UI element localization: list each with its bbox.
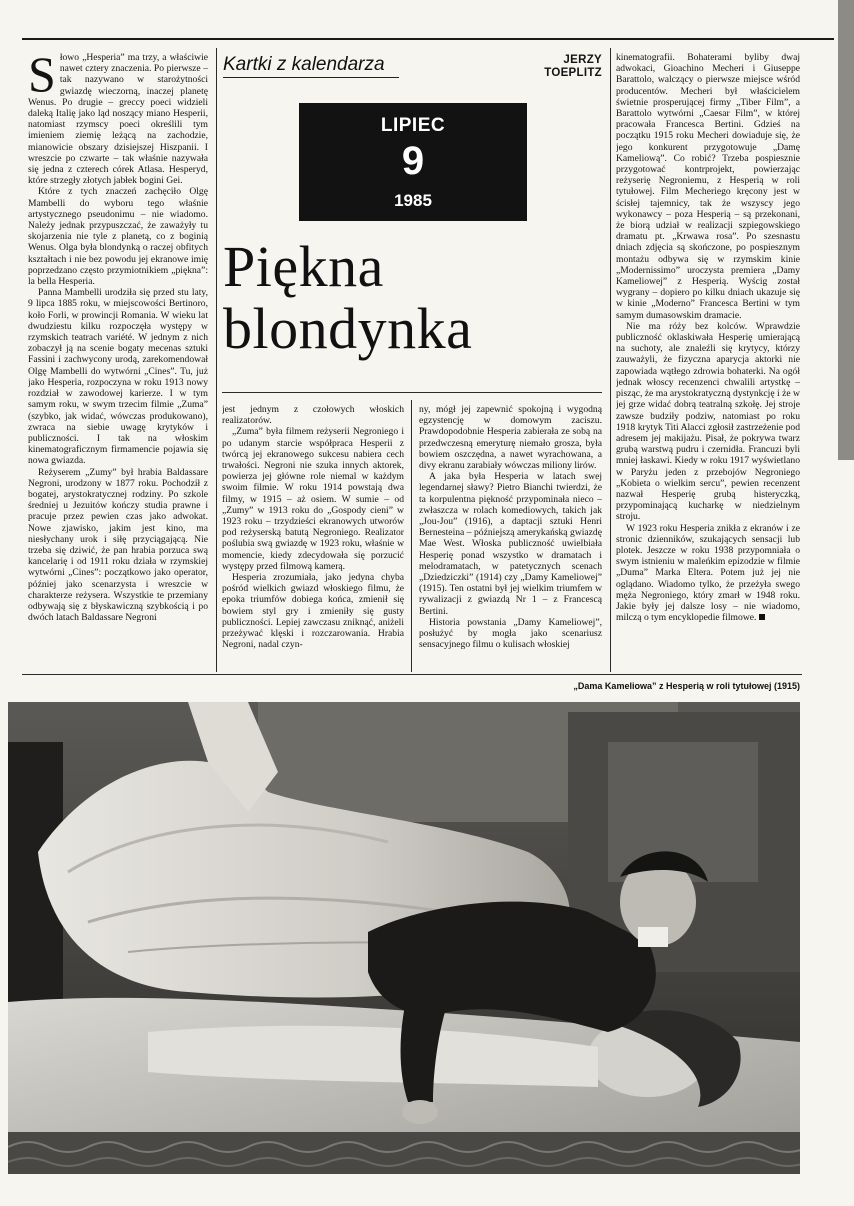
col1-para-4: Reżyserem „Zumy” był hrabia Baldassare Negroni, urodzony w 1877 roku. Pochodził z bogatej, arystokratycznej rodziny. Po szkole średniej u Jezuitów kończy studia prawne i pracuje przez pewien czas jako adwokat. Nowe zjawisko, jakim jest kino, ma niesłychany urok i siłę przyciągającą. Nie trzeba się dziwić, że pan hrabia porzuca swą kancelarię i od 1911 roku działa w rzymskiej wytwórni „Cines”: początkowo jako operator, później jako scenarzysta i wreszcie w charakterze reżysera. Wszystkie te przemiany odbywają się z błyskawiczną szybkością i po dwóch latach Baldassare Negroni [28, 466, 208, 624]
headline-line-2: blondynka [223, 296, 473, 361]
col1-para-3: Panna Mambelli urodziła się przed stu laty, 9 lipca 1885 roku, w miejscowości Bertinoro, koło Forli, w prowincji Romania. W wieku lat dwudziestu kilku rozpoczęła występy w rzymskich teatrach variété. W jednym z nich zobaczył ją na scenie bogaty mecenas sztuki Fassini i zachwycony urodą, zarekomendował Olgę Mambelli do wytwórni „Cines”. Tu, już jako Hesperia, rozpoczyna w roku 1913 nowy rozdział w zawodowej karierze. I w tym samym roku, w swym trzecim filmie „Zuma” (szybko, jak widać, wówczas produkowano), zwraca na siebie uwagę krytyków i publiczności. I tak na włoskim kinematograficznym firmamencie pojawia się nowa gwiazda. [28, 287, 208, 467]
date-day: 9 [401, 139, 425, 183]
headline-line-1: Piękna [223, 234, 384, 299]
top-rule [22, 38, 834, 40]
photo-caption: „Dama Kameliowa” z Hesperią w roli tytułowej (1915) [573, 681, 800, 691]
author-last-name: TOEPLITZ [544, 67, 602, 79]
col-divider-2 [411, 400, 412, 672]
col2-para-1: jest jednym z czołowych włoskich realizatorów. [222, 404, 404, 427]
column-1 [28, 52, 208, 672]
col4-para-1: kinematografii. Bohaterami byliby dwaj adwokaci, Gioachino Mecheri i Giuseppe Barattolo, walczący o pierwsze miejsce wśród producentów. Mecheri był właścicielem świetnie prosperującej firmy „Tiber Film”, a Barattolo wytwórni „Caesar Film”, w której pracowała Francesca Bertini. Gdzieś na początku 1915 roku Mecheri dowiaduje się, że jego konkurent przygotowuje „Damę Kameliową”. Co robić? Trzeba pospiesznie przygotować kontrprojekt, powierzając reżyserię Negroniemu, z Hesperią w roli tytułowej. Film Mecheriego kręcony jest w ścisłej tajemnicy, tak że wszyscy jego wykonawcy – poza Hesperią – są przekonani, że biorą udział w realizacji szpiegowskiego dramatu pt. „Krwawa rosa”. Po szesnastu dniach zdjęcia są skończone, po pospiesznym montażu odbywa się w rzymskim kinie „Modernissimo” uroczysta premiera „Damy Kameliowej” z Hesperią. Wyścig został wygrany – dopiero po kilku dniach ukazuje się w kinie „Moderno” Francesca Bertini w tym samym dumasowskim dramacie. [616, 52, 800, 321]
col2-para-3: Hesperia zrozumiała, jako jedyna chyba pośród wielkich gwiazd włoskiego filmu, że epoka triumfów dobiega końca, zmienił się bowiem styl gry i zmieniły się gusty publiczności. Lepiej zawczasu zniknąć, aniżeli przeżywać klęski i rozczarowania. Hrabia Negroni, nadal czyn- [222, 572, 404, 651]
col1-para-1: Słowo „Hesperia” ma trzy, a właściwie nawet cztery znaczenia. Po pierwsze – tak nazywano w starożytności gwiazdę wieczorną, inaczej planetę Wenus. Po drugie – greccy poeci widzieli daleką Italię jako ląd noszący miano Hesperii, natomiast rzymscy poeci określili tym imieniem ziemię leżącą na zachodzie, mianowicie obszary dzisiejszej Hiszpanii. I wreszcie po czwarte – tak właśnie nazywała się jedna z czterech córek Atlasa. Hesperyd, które strzegły złotych jabłek bogini Gei. [28, 52, 208, 187]
column-2 [222, 404, 404, 672]
col4-para-3: W 1923 roku Hesperia znikła z ekranów i ze stronic dzienników, szukających sensacji lub plotek. Jeszcze w roku 1938 przypomniała o swym istnieniu w maleńkim epizodzie w filmie „Duma” Marka Eltera. Potem już jej nie oglądano. Wiadomo tylko, że przeżyła swego męża Negroniego, który zmarł w 1948 roku. Jakie były jej dalsze losy – nie wiadomo, milczą o tym encyklopedie filmowe. [616, 522, 800, 624]
col1-para-2: Które z tych znaczeń zachęciło Olgę Mambelli do wyboru tego właśnie artystycznego pseudonimu – nie wiadomo. Należy jednak przypuszczać, że zaważyły tu skojarzenia nie tyle z planetą, co z boginią Wenus. Olga była blondynką o raczej obfitych kształtach i nie bez powodu jej ekranowe imię poprzedzano często przymiotnikiem „piękna”: la bella Hesperia. [28, 186, 208, 288]
column-3 [419, 404, 602, 672]
col3-para-3: Historia powstania „Damy Kameliowej”, posłużyć by mogła jako scenariusz sensacyjnego filmu o kulisach włoskiej [419, 616, 602, 651]
col-divider-3 [610, 48, 611, 672]
film-still-photo [8, 702, 800, 1174]
col2-para-2: „Zuma” była filmem reżyserii Negroniego i po udanym starcie współpraca Hesperii z twórcą jej ekranowego sukcesu nabiera cech trwałości. Negroni nie szuka innych aktorek, powierza jej główne role niemal w każdym swoim filmie. W roku 1914 powstają dwa filmy, w 1915 – aż osiem. W sumie – od „Zumy” w 1913 roku do „Gospody cieni” w 1923 roku – trzydzieści ekranowych utworów pod reżyserską batutą Negroniego. Realizator poślubia swą gwiazdę w 1923 roku, właśnie w momencie, kiedy zdecydowała się porzucić występy przed filmową kamerą. [222, 426, 404, 572]
date-month: LIPIEC [380, 115, 446, 136]
column-4 [616, 52, 800, 672]
headline-rule [222, 392, 602, 393]
col-divider-1 [216, 48, 217, 672]
section-title: Kartki z kalendarza [223, 54, 385, 75]
col3-para-2: A jaka była Hesperia w latach swej legendarnej sławy? Pietro Bianchi twierdzi, że ta korpulentna piękność przypominała nieco – zwłaszcza w rolach komediowych, takich jak „Jou-Jou” (1916), a daptacji sztuki Henri Bernesteina – późniejszą amerykańską gwiazdę Mae West. Włoska publiczność uwielbiała Hesperię ponad wszystko w dramatach i melodramatach, w patetycznych scenach „Dziedziczki” (1914) czy „Damy Kameliowej” (1915). Ten ostatni był jej wielkim triumfem w rywalizacji z gwiazdą Nr 1 – z Francescą Bertini. [419, 471, 602, 617]
col4-para-2: Nie ma róży bez kolców. Wprawdzie publiczność oklaskiwała Hesperię umierającą na suchoty, ale znaleźli się krytycy, którzy zauważyli, że fizyczna aparycja aktorki nie zapowiada wątłego zdrowia bohaterki. Na ogół jednak włoscy recenzenci chwalili artystkę – pisząc, że ma arystokratyczną dystynkcję i że w jej grze widać dobrą teatralną szkołę. Jej stroje zawsze budziły podziw, natomiast po roku 1918 krytyk Titi Alacci zgłosił zastrzeżenie pod adresem jej makijażu. Pisał, że pokrywa twarz grubą warstwą pudru i czernidła. Francuzi byli mniej łaskawi. Kiedy w roku 1917 wyświetlano w Paryżu jeden z przebojów Negroniego „Kobieta o wielkim sercu”, pewien recenzent nazwał Hesperię grubą histeryczką, przypominającą kucharkę w niedzielnym stroju. [616, 320, 800, 523]
author-first-name: JERZY [563, 54, 602, 66]
scan-edge [838, 0, 854, 460]
dropcap: S [28, 52, 56, 102]
headline [223, 236, 603, 360]
film-still-illustration [8, 702, 800, 1174]
bottom-rule [22, 674, 802, 675]
date-box [299, 103, 527, 221]
section-underline [223, 77, 399, 78]
col3-para-1: ny, mógł jej zapewnić spokojną i wygodną egzystencję w domowym zaciszu. Prawdopodobnie Hesperia zabierała ze sobą na przedwczesną emeryturę niemało grosza, była bowiem oszczędna, a nawet wyrachowana, a divy ekranu zarabiały wówczas miliony lirów. [419, 404, 602, 472]
end-mark [759, 614, 765, 620]
author-byline [520, 54, 602, 80]
date-year: 1985 [394, 191, 432, 210]
